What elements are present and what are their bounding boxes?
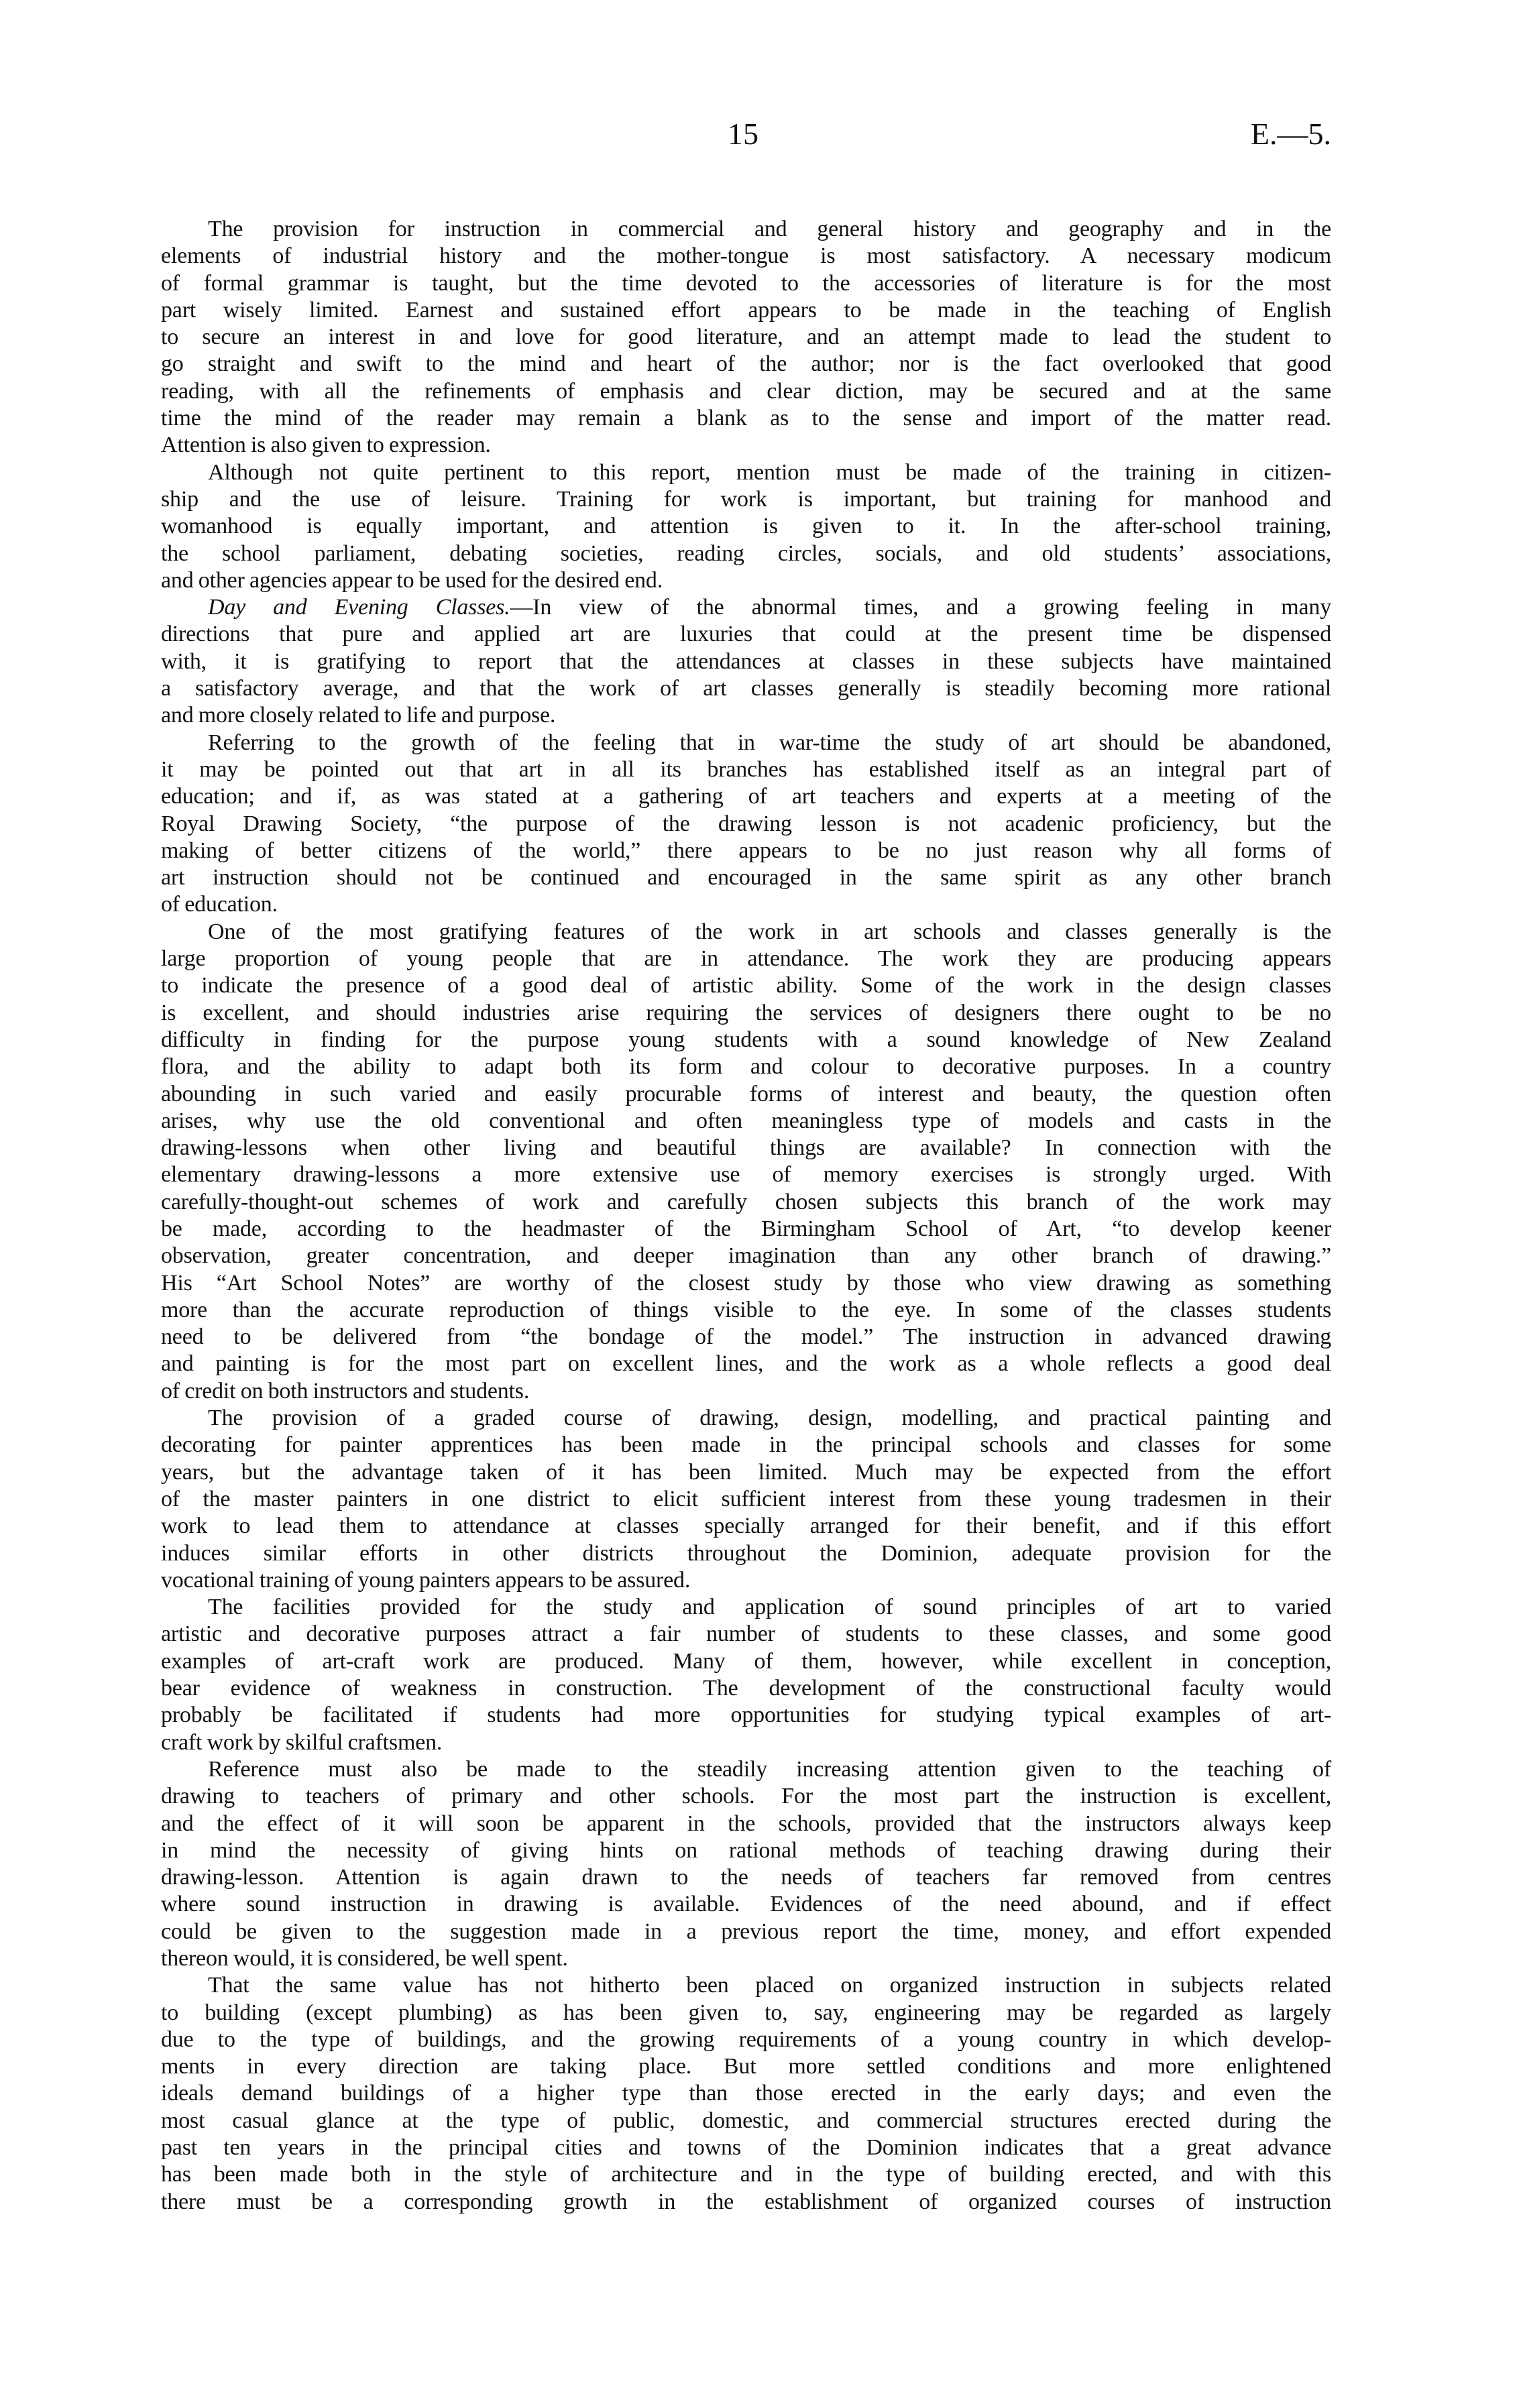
- text-line: Reference must also be made to the steadily increasing attention given to the teaching of: [208, 1756, 1331, 1782]
- text-line: That the same value has not hitherto been placed on organized instruction in subjects related: [208, 1973, 1331, 1998]
- text-line: carefully-thought-out schemes of work and carefully chosen subjects this branch of the work may: [161, 1189, 1331, 1214]
- text-line: of credit on both instructors and students.: [161, 1378, 530, 1403]
- text-line: more than the accurate reproduction of things visible to the eye. In some of the classes students: [161, 1297, 1331, 1322]
- paragraph: [161, 216, 1331, 459]
- paragraph: [161, 459, 1331, 594]
- text-line: education; and if, as was stated at a gathering of art teachers and experts at a meeting of the: [161, 784, 1331, 809]
- text-line: flora, and the ability to adapt both its form and colour to decorative purposes. In a country: [161, 1054, 1331, 1080]
- text-line: artistic and decorative purposes attract a fair number of students to these classes, and some good: [161, 1621, 1331, 1647]
- text-line: drawing-lesson. Attention is again drawn to the needs of teachers far removed from centres: [161, 1865, 1331, 1890]
- text-line: large proportion of young people that are in attendance. The work they are producing appears: [161, 946, 1331, 972]
- section-heading: Day and Evening Classes.: [208, 595, 510, 620]
- paragraph: [161, 919, 1331, 1405]
- text-line: art instruction should not be continued and encouraged in the same spirit as any other branch: [161, 865, 1331, 891]
- paragraph: [161, 1594, 1331, 1756]
- text-line: could be given to the suggestion made in a previous report the time, money, and effort expended: [161, 1918, 1331, 1944]
- text-line: most casual glance at the type of public, domestic, and commercial structures erected during the: [161, 2108, 1331, 2133]
- document-reference: E.—5.: [1250, 117, 1331, 151]
- paragraph: [161, 1405, 1331, 1594]
- text-line: decorating for painter apprentices has been made in the principal schools and classes for some: [161, 1432, 1331, 1458]
- text-line: difficulty in finding for the purpose young students with a sound knowledge of New Zealand: [161, 1027, 1331, 1052]
- text-line: probably be facilitated if students had more opportunities for studying typical examples of art-: [161, 1703, 1331, 1728]
- text-line-content: —In view of the abnormal times, and a growing feeling in many: [510, 595, 1332, 620]
- text-line: and painting is for the most part on excellent lines, and the work as a whole reflects a good deal: [161, 1351, 1331, 1377]
- paragraph: [161, 594, 1331, 729]
- text-line: the school parliament, debating societies, reading circles, socials, and old students’ associations,: [161, 540, 1331, 566]
- text-line: reading, with all the refinements of emphasis and clear diction, may be secured and at the same: [161, 378, 1331, 404]
- text-line: One of the most gratifying features of the work in art schools and classes generally is the: [208, 919, 1331, 944]
- text-line: to indicate the presence of a good deal of artistic ability. Some of the work in the design classes: [161, 973, 1331, 998]
- text-line: to building (except plumbing) as has been given to, say, engineering may be regarded as largely: [161, 2000, 1331, 2025]
- text-line: years, but the advantage taken of it has been limited. Much may be expected from the effort: [161, 1459, 1331, 1485]
- text-line: time the mind of the reader may remain a blank as to the sense and import of the matter read.: [161, 406, 1331, 431]
- text-line: The provision of a graded course of drawing, design, modelling, and practical painting and: [208, 1406, 1331, 1431]
- text-line: is excellent, and should industries arise requiring the services of designers there ought to be no: [161, 1000, 1331, 1025]
- text-line: need to be delivered from “the bondage of the model.” The instruction in advanced drawing: [161, 1324, 1331, 1350]
- text-line: due to the type of buildings, and the growing requirements of a young country in which develop-: [161, 2026, 1331, 2052]
- text-line: elements of industrial history and the mother-tongue is most satisfactory. A necessary modicum: [161, 243, 1331, 269]
- text-line: of education.: [161, 892, 278, 917]
- text-line: Although not quite pertinent to this report, mention must be made of the training in citizen-: [208, 459, 1331, 485]
- text-line: to secure an interest in and love for good literature, and an attempt made to lead the student to: [161, 325, 1331, 350]
- text-line: observation, greater concentration, and deeper imagination than any other branch of drawing.”: [161, 1243, 1331, 1269]
- text-line: has been made both in the style of architecture and in the type of building erected, and with this: [161, 2162, 1331, 2187]
- text-line: ments in every direction are taking place. But more settled conditions and more enlightened: [161, 2054, 1331, 2079]
- text-line: of formal grammar is taught, but the time devoted to the accessories of literature is for the most: [161, 270, 1331, 296]
- text-line: be made, according to the headmaster of the Birmingham School of Art, “to develop keener: [161, 1216, 1331, 1241]
- text-line: His “Art School Notes” are worthy of the closest study by those who view drawing as something: [161, 1270, 1331, 1296]
- text-line: drawing to teachers of primary and other schools. For the most part the instruction is excellent,: [161, 1784, 1331, 1809]
- text-line: The provision for instruction in commercial and general history and geography and in the: [208, 217, 1331, 241]
- text-line: directions that pure and applied art are luxuries that could at the present time be dispensed: [161, 622, 1331, 647]
- text-line: it may be pointed out that art in all its branches has established itself as an integral part of: [161, 756, 1331, 782]
- text-line: and the effect of it will soon be apparent in the schools, provided that the instructors always keep: [161, 1811, 1331, 1836]
- document-body: [161, 216, 1331, 2216]
- paragraph: [161, 1756, 1331, 1972]
- text-line: arises, why use the old conventional and often meaningless type of models and casts in the: [161, 1108, 1331, 1133]
- text-line: Royal Drawing Society, “the purpose of the drawing lesson is not acadenic proficiency, but the: [161, 811, 1331, 836]
- text-line: thereon would, it is considered, be well spent.: [161, 1946, 568, 1971]
- text-line: ship and the use of leisure. Training for work is important, but training for manhood and: [161, 486, 1331, 512]
- text-line: there must be a corresponding growth in the establishment of organized courses of instruction: [161, 2189, 1331, 2214]
- text-line: work to lead them to attendance at classes specially arranged for their benefit, and if this effort: [161, 1513, 1331, 1539]
- text-line: The facilities provided for the study and application of sound principles of art to varied: [208, 1595, 1331, 1620]
- text-line: craft work by skilful craftsmen.: [161, 1729, 443, 1755]
- text-line: Attention is also given to expression.: [161, 433, 491, 458]
- text-line: bear evidence of weakness in construction. The development of the constructional faculty would: [161, 1676, 1331, 1701]
- text-line: a satisfactory average, and that the work of art classes generally is steadily becoming more rational: [161, 676, 1331, 701]
- paragraph: [161, 1972, 1331, 2216]
- text-line: [161, 594, 1331, 621]
- text-line: with, it is gratifying to report that the attendances at classes in these subjects have maintained: [161, 648, 1331, 674]
- text-line: elementary drawing-lessons a more extensive use of memory exercises is strongly urged. With: [161, 1162, 1331, 1188]
- text-line: past ten years in the principal cities and towns of the Dominion indicates that a great advance: [161, 2135, 1331, 2161]
- text-line: in mind the necessity of giving hints on rational methods of teaching drawing during their: [161, 1837, 1331, 1863]
- text-line: Referring to the growth of the feeling that in war-time the study of art should be abandoned,: [208, 730, 1331, 755]
- text-line: abounding in such varied and easily procurable forms of interest and beauty, the question often: [161, 1081, 1331, 1106]
- text-line: and more closely related to life and purpose.: [161, 703, 556, 728]
- text-line: making of better citizens of the world,” there appears to be no just reason why all forms of: [161, 838, 1331, 863]
- text-line: drawing-lessons when other living and beautiful things are available? In connection with the: [161, 1135, 1331, 1161]
- paragraph: [161, 730, 1331, 919]
- text-line: vocational training of young painters appears to be assured.: [161, 1567, 691, 1593]
- text-line: of the master painters in one district to elicit sufficient interest from these young tradesmen in their: [161, 1486, 1331, 1511]
- page-number: 15: [728, 117, 758, 151]
- text-line: and other agencies appear to be used for the desired end.: [161, 567, 663, 593]
- text-line: examples of art-craft work are produced. Many of them, however, while excellent in conception,: [161, 1648, 1331, 1674]
- text-line: ideals demand buildings of a higher type than those erected in the early days; and even the: [161, 2081, 1331, 2106]
- text-line: womanhood is equally important, and attention is given to it. In the after-school training,: [161, 514, 1331, 539]
- text-line: go straight and swift to the mind and heart of the author; nor is the fact overlooked that good: [161, 351, 1331, 377]
- text-line: part wisely limited. Earnest and sustained effort appears to be made in the teaching of English: [161, 297, 1331, 323]
- text-line: induces similar efforts in other districts throughout the Dominion, adequate provision for the: [161, 1540, 1331, 1566]
- text-line: where sound instruction in drawing is available. Evidences of the need abound, and if effect: [161, 1892, 1331, 1917]
